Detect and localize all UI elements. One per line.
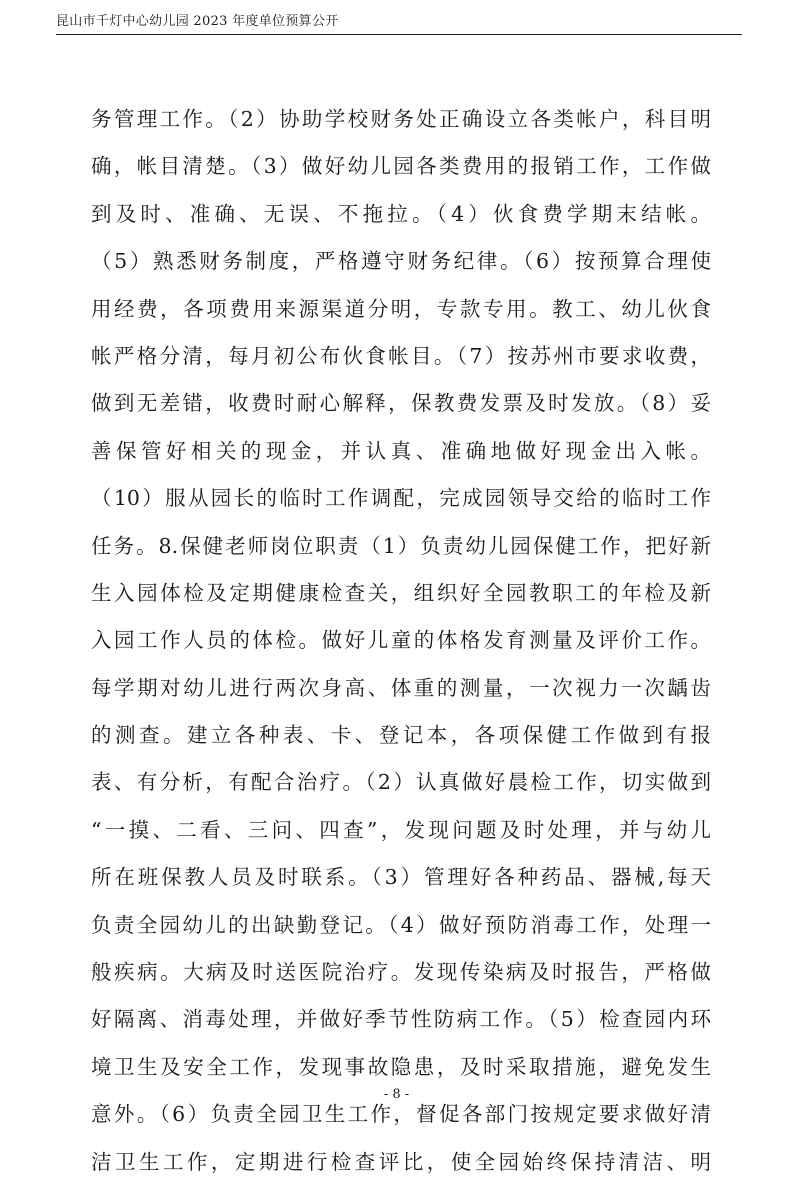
text-line: 入园工作人员的体检。做好儿童的体格发育测量及评价工作。 [91,628,711,653]
body-text [91,96,711,1186]
text-line: （10）服从园长的临时工作调配，完成园领导交给的临时工作 [91,486,711,511]
header-title: 昆山市千灯中心幼儿园 2023 年度单位预算公开 [56,14,339,29]
text-line: “一摸、二看、三问、四查”，发现问题及时处理，并与幼儿 [91,817,711,842]
text-line: 好隔离、消毒处理，并做好季节性防病工作。（5）检查园内环 [91,1007,711,1032]
text-line: 负责全园幼儿的出缺勤登记。（4）做好预防消毒工作，处理一 [91,912,711,937]
text-line: 每学期对幼儿进行两次身高、体重的测量，一次视力一次龋齿 [91,675,711,700]
text-line: 般疾病。大病及时送医院治疗。发现传染病及时报告，严格做 [91,960,711,985]
text-line: 用经费，各项费用来源渠道分明，专款专用。教工、幼儿伙食 [91,296,711,321]
text-line: 善保管好相关的现金，并认真、准确地做好现金出入帐。 [91,438,711,463]
text-line: 所在班保教人员及时联系。（3）管理好各种药品、器械,每天 [91,865,711,890]
text-line: 洁卫生工作，定期进行检查评比，使全园始终保持清洁、明 [91,1149,711,1174]
text-line: 意外。（6）负责全园卫生工作，督促各部门按规定要求做好清 [91,1102,711,1127]
text-line: 到及时、准确、无误、不拖拉。（4）伙食费学期末结帐。 [91,201,711,226]
text-line: 做到无差错，收费时耐心解释，保教费发票及时发放。（8）妥 [91,391,711,416]
text-line: 帐严格分清，每月初公布伙食帐目。（7）按苏州市要求收费， [91,343,711,368]
text-line: 生入园体检及定期健康检查关，组织好全园教职工的年检及新 [91,580,711,605]
text-line: 务管理工作。（2）协助学校财务处正确设立各类帐户，科目明 [91,107,711,131]
text-line: （5）熟悉财务制度，严格遵守财务纪律。（6）按预算合理使 [91,249,711,274]
text-line: 确，帐目清楚。（3）做好幼儿园各类费用的报销工作，工作做 [91,154,711,179]
text-line: 任务。8.保健老师岗位职责（1）负责幼儿园保健工作，把好新 [91,533,711,558]
text-line: 的测查。建立各种表、卡、登记本，各项保健工作做到有报 [91,723,711,748]
page-header [56,8,742,35]
page-number: - 8 - [383,1087,410,1102]
text-line: 境卫生及安全工作，发现事故隐患，及时采取措施，避免发生 [91,1054,711,1079]
text-line: 表、有分析，有配合治疗。（2）认真做好晨检工作，切实做到 [91,770,711,795]
